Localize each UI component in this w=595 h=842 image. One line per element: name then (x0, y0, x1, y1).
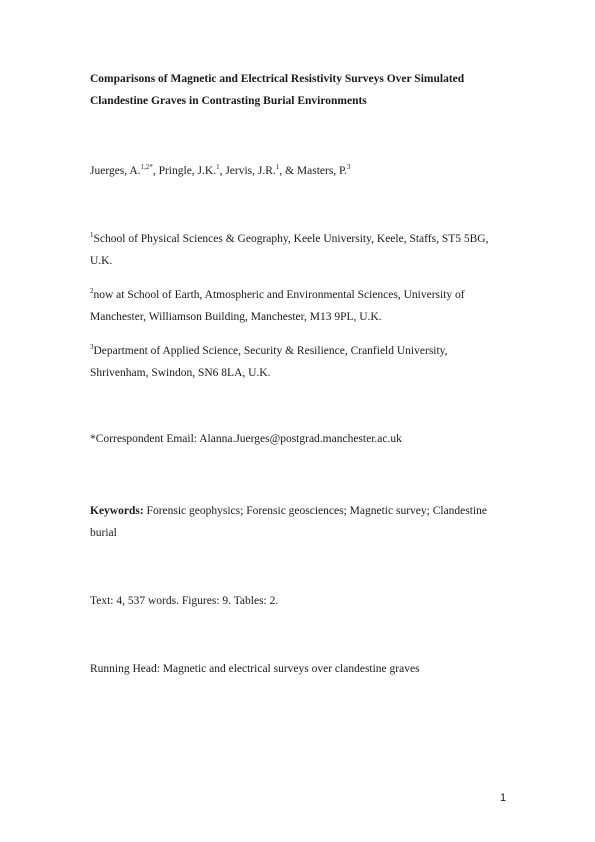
author-name: Masters, P. (296, 165, 348, 177)
page-number: 1 (500, 792, 507, 804)
author-list (90, 160, 515, 182)
word-count-summary: Text: 4, 537 words. Figures: 9. Tables: 2. (90, 595, 279, 607)
keywords-label: Keywords: (90, 505, 144, 517)
paper-title (90, 68, 515, 112)
affiliation-3 (90, 340, 515, 384)
affiliation-1 (90, 228, 515, 272)
author-affiliation-marker: 1 (275, 163, 280, 171)
author-name: Pringle, J.K. (158, 165, 217, 177)
author-affiliation-marker: 1,2* (140, 163, 153, 171)
paper-title-line-1: Comparisons of Magnetic and Electrical Resistivity Surveys Over Simulated (90, 73, 465, 85)
keywords-text-line-2: burial (90, 527, 117, 539)
author-name: Jervis, J.R. (225, 165, 276, 177)
keywords-text-line-1: Forensic geophysics; Forensic geosciences; Magnetic survey; Clandestine (143, 505, 487, 517)
affiliation-2 (90, 284, 515, 328)
affiliation-marker: 1 (90, 231, 94, 239)
affiliation-text-line-2: U.K. (90, 255, 113, 267)
author-affiliation-marker: 3 (347, 163, 351, 171)
affiliation-text-line-1: School of Physical Sciences & Geography, Keele University, Keele, Staffs, ST5 5BG, (93, 233, 489, 245)
affiliation-text-line-2: Manchester, Williamson Building, Manchester, M13 9PL, U.K. (90, 311, 382, 323)
affiliation-marker: 2 (90, 287, 94, 295)
affiliation-text-line-1: Department of Applied Science, Security & Resilience, Cranfield University, (93, 345, 448, 357)
author-affiliation-marker: 1 (216, 163, 220, 171)
running-head: Running Head: Magnetic and electrical surveys over clandestine graves (90, 663, 420, 675)
correspondent-email: *Correspondent Email: Alanna.Juerges@postgrad.manchester.ac.uk (90, 433, 402, 445)
author-separator: , (219, 165, 226, 177)
affiliation-text-line-1: now at School of Earth, Atmospheric and Environmental Sciences, University of (93, 289, 465, 301)
author-name: Juerges, A. (90, 165, 141, 177)
keywords-block (90, 500, 515, 544)
author-separator: , (152, 165, 159, 177)
paper-title-line-2: Clandestine Graves in Contrasting Burial Environments (90, 95, 367, 107)
author-separator: , & (279, 165, 297, 177)
affiliation-marker: 3 (90, 343, 94, 351)
affiliation-text-line-2: Shrivenham, Swindon, SN6 8LA, U.K. (90, 367, 271, 379)
